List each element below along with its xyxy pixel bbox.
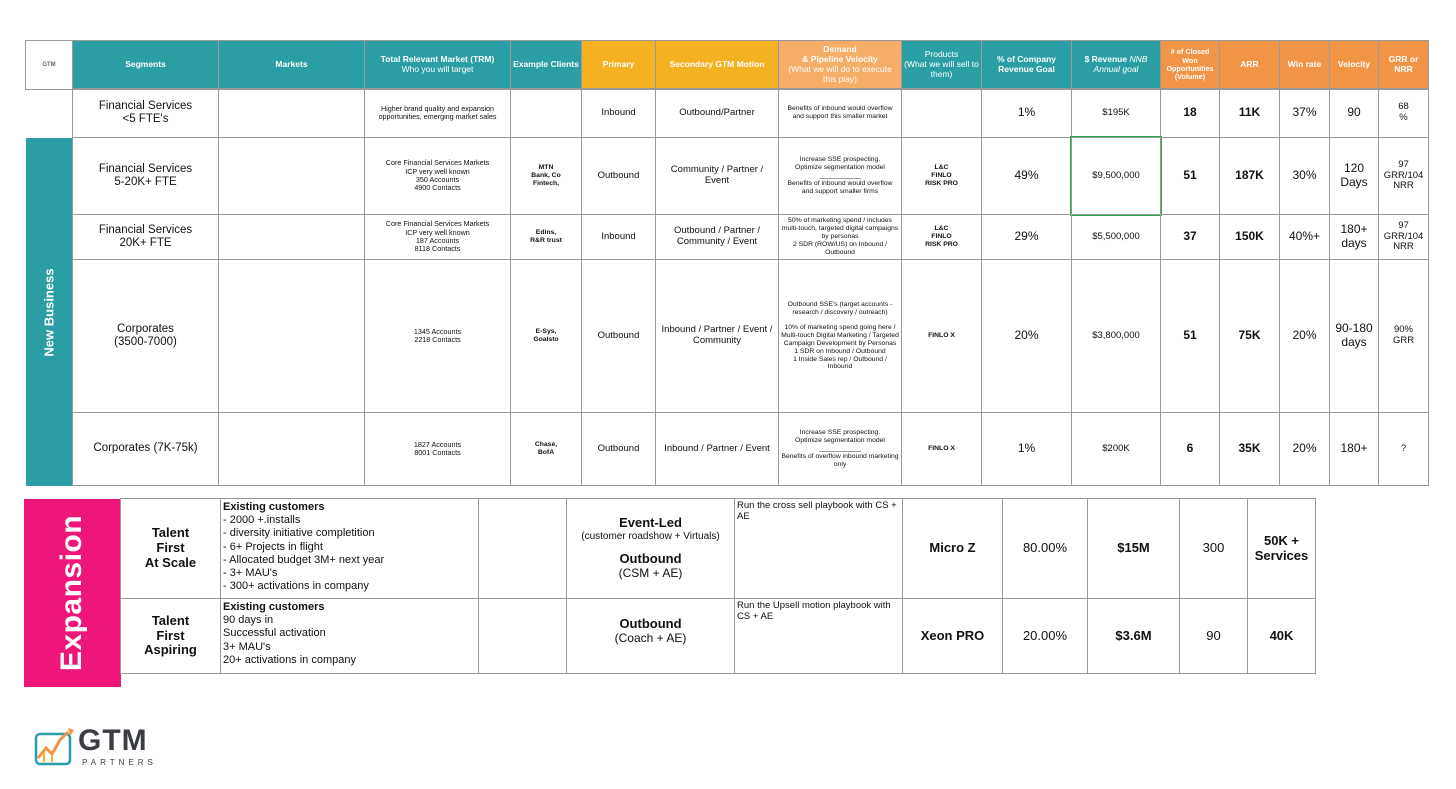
closed-won-cell: 37 [1160, 214, 1220, 260]
primary-cell: Outbound [581, 412, 656, 486]
pct-goal-cell: 1% [981, 88, 1072, 138]
growth-chart-icon [34, 724, 78, 768]
markets-cell [218, 412, 365, 486]
demand-cell: Increase SSE prospecting. Optimize segmentation model ___________ Benefits of inbound would overflow and support smaller firms [778, 137, 902, 215]
products-cell: L&C FINLO RISK PRO [901, 214, 982, 260]
motion-2: Outbound [619, 551, 682, 567]
header-demand [778, 40, 902, 90]
expansion-segment-cell: Talent First Aspiring [120, 598, 221, 674]
velocity-cell: 180+ days [1329, 214, 1379, 260]
header-win-rate: Win rate [1279, 40, 1330, 90]
expansion-label: Expansion [55, 514, 89, 672]
header-trm [364, 40, 511, 90]
arr-cell: 187K [1219, 137, 1280, 215]
velocity-cell: 90 [1329, 88, 1379, 138]
pct-goal-cell: 1% [981, 412, 1072, 486]
expansion-blank-cell [478, 598, 567, 674]
revenue-cell: $9,500,000 [1071, 137, 1161, 215]
win-rate-cell: 30% [1279, 137, 1330, 215]
markets-cell [218, 259, 365, 413]
demand-cell: Benefits of inbound would overflow and support this smaller market [778, 88, 902, 138]
criteria-list: 90 days in Successful activation 3+ MAU's 20+ activations in company [223, 614, 356, 666]
grr-cell: ? [1378, 412, 1429, 486]
grr-cell: 90% GRR [1378, 259, 1429, 413]
products-cell: FINLO X [901, 259, 982, 413]
markets-cell [218, 214, 365, 260]
trm-cell: 1345 Accounts 2218 Contacts [364, 259, 511, 413]
header-velocity: Velocity [1329, 40, 1379, 90]
expansion-pct-cell: 20.00% [1002, 598, 1088, 674]
header-logo-cell [25, 40, 73, 90]
motion-1-sub: (Coach + AE) [614, 630, 687, 645]
header-closed-won: # of Closed Won Opportunities (Volume) [1160, 40, 1220, 90]
velocity-cell: 180+ [1329, 412, 1379, 486]
grr-cell: 97 GRR/104 NRR [1378, 214, 1429, 260]
primary-cell: Outbound [581, 259, 656, 413]
expansion-revenue-cell: $3.6M [1087, 598, 1180, 674]
closed-won-cell: 51 [1160, 259, 1220, 413]
revenue-cell: $3,800,000 [1071, 259, 1161, 413]
grr-cell: 97 GRR/104 NRR [1378, 137, 1429, 215]
secondary-cell: Community / Partner / Event [655, 137, 779, 215]
expansion-motion-cell [566, 498, 735, 599]
expansion-pct-cell: 80.00% [1002, 498, 1088, 599]
header-revenue-suffix: NNB [1129, 54, 1148, 65]
pct-goal-cell: 49% [981, 137, 1072, 215]
pct-goal-cell: 20% [981, 259, 1072, 413]
header-demand-sub: (What we will do to execute this play) [788, 64, 892, 84]
expansion-criteria-cell [220, 498, 479, 599]
expansion-play-cell: Run the Upsell motion playbook with CS + AE [734, 598, 903, 674]
expansion-motion-cell [566, 598, 735, 674]
secondary-cell: Outbound / Partner / Community / Event [655, 214, 779, 260]
segment-cell: Financial Services <5 FTE's [72, 88, 219, 138]
secondary-cell: Outbound/Partner [655, 88, 779, 138]
header-trm-sub: Who you will target [401, 64, 474, 74]
revenue-cell: $200K [1071, 412, 1161, 486]
header-revenue-sub: Annual goal [1093, 64, 1139, 74]
products-cell: FINLO X [901, 412, 982, 486]
expansion-table [121, 499, 1316, 674]
demand-cell: 50% of marketing spend / includes multi-touch, targeted digital campaigns by personas 2 SDR (ROW/US) on Inbound / Outbound [778, 214, 902, 260]
win-rate-cell: 37% [1279, 88, 1330, 138]
primary-cell: Inbound [581, 88, 656, 138]
secondary-cell: Inbound / Partner / Event [655, 412, 779, 486]
header-pct-goal: % of Company Revenue Goal [981, 40, 1072, 90]
primary-cell: Inbound [581, 214, 656, 260]
win-rate-cell: 20% [1279, 412, 1330, 486]
markets-cell [218, 137, 365, 215]
arr-cell: 75K [1219, 259, 1280, 413]
expansion-segment-cell: Talent First At Scale [120, 498, 221, 599]
clients-cell: Edins, R&R trust [510, 214, 582, 260]
pct-goal-cell: 29% [981, 214, 1072, 260]
closed-won-cell: 18 [1160, 88, 1220, 138]
revenue-cell: $5,500,000 [1071, 214, 1161, 260]
motion-1: Outbound [619, 615, 682, 631]
segment-cell: Financial Services 20K+ FTE [72, 214, 219, 260]
header-trm-title: Total Relevant Market (TRM) [380, 54, 495, 65]
motion-2-sub: (CSM + AE) [618, 566, 683, 581]
header-example-clients: Example Clients [510, 40, 582, 90]
closed-won-cell: 51 [1160, 137, 1220, 215]
demand-cell: Increase SSE prospecting. Optimize segmentation model ___________ Benefits of overflow inbound marketing only [778, 412, 902, 486]
header-logo-text: GTM [42, 61, 56, 68]
velocity-cell: 120 Days [1329, 137, 1379, 215]
arr-cell: 150K [1219, 214, 1280, 260]
header-markets: Markets [218, 40, 365, 90]
clients-cell: MTN Bank, Co Fintech, [510, 137, 582, 215]
header-secondary: Secondary GTM Motion [655, 40, 779, 90]
motion-1: Event-Led [619, 514, 682, 530]
header-products: Products (What we will sell to them) [901, 40, 982, 90]
segment-cell: Financial Services 5-20K+ FTE [72, 137, 219, 215]
clients-cell: Chase, BofA [510, 412, 582, 486]
trm-cell: Higher brand quality and expansion opportunities, emerging market sales [364, 88, 511, 138]
win-rate-cell: 40%+ [1279, 214, 1330, 260]
criteria-list: - 2000 +.installs - diversity initiative completition - 6+ Projects in flight - Allocated budget 3M+ next year - 3+ MAU's - 300+ activations in company [223, 514, 385, 593]
expansion-blank-cell [478, 498, 567, 599]
trm-cell: Core Financial Services Markets ICP very well known 350 Accounts 4900 Contacts [364, 137, 511, 215]
segment-cell: Corporates (7K-75k) [72, 412, 219, 486]
new-business-label: New Business [42, 267, 57, 357]
expansion-revenue-cell: $15M [1087, 498, 1180, 599]
velocity-cell: 90-180 days [1329, 259, 1379, 413]
logo-sub: PARTNERS [82, 758, 157, 767]
motion-1-sub: (customer roadshow + Virtuals) [581, 530, 720, 542]
trm-cell: Core Financial Services Markets ICP very well known 187 Accounts 8118 Contacts [364, 214, 511, 260]
criteria-title: Existing customers [223, 501, 325, 513]
expansion-criteria-cell [220, 598, 479, 674]
header-primary: Primary [581, 40, 656, 90]
header-grr-nrr: GRR or NRR [1378, 40, 1429, 90]
expansion-arr-cell: 40K [1247, 598, 1316, 674]
expansion-play-cell: Run the cross sell playbook with CS + AE [734, 498, 903, 599]
clients-cell [510, 88, 582, 138]
expansion-won-cell: 90 [1179, 598, 1248, 674]
win-rate-cell: 20% [1279, 259, 1330, 413]
products-cell [901, 88, 982, 138]
expansion-won-cell: 300 [1179, 498, 1248, 599]
expansion-band [24, 499, 121, 687]
products-cell: L&C FINLO RISK PRO [901, 137, 982, 215]
header-arr: ARR [1219, 40, 1280, 90]
header-revenue-title: $ Revenue [1084, 54, 1128, 65]
grr-cell: 68 % [1378, 88, 1429, 138]
clients-cell: E-Sys, Goalsto [510, 259, 582, 413]
expansion-arr-cell: 50K + Services [1247, 498, 1316, 599]
new-business-rows [73, 89, 1429, 486]
primary-cell: Outbound [581, 137, 656, 215]
gtm-partners-logo [34, 722, 174, 770]
header-segments: Segments [72, 40, 219, 90]
revenue-cell: $195K [1071, 88, 1161, 138]
expansion-product-cell: Micro Z [902, 498, 1003, 599]
arr-cell: 11K [1219, 88, 1280, 138]
trm-cell: 1827 Accounts 8001 Contacts [364, 412, 511, 486]
demand-cell: Outbound SSE's (target accounts - research / discovery / outreach) 10% of marketing spend going here / Multi-touch Digital Marketing / Targeted Campaign Development by Personas 1 SDR on Inbound / Outbound 1 Inside Sales rep / Outbound / Inbound [778, 259, 902, 413]
header-revenue [1071, 40, 1161, 90]
criteria-title: Existing customers [223, 601, 325, 613]
arr-cell: 35K [1219, 412, 1280, 486]
closed-won-cell: 6 [1160, 412, 1220, 486]
logo-word: GTM [78, 724, 148, 757]
markets-cell [218, 88, 365, 138]
expansion-product-cell: Xeon PRO [902, 598, 1003, 674]
header-demand-title: Demand & Pipeline Velocity [802, 44, 878, 65]
segment-cell: Corporates (3500-7000) [72, 259, 219, 413]
secondary-cell: Inbound / Partner / Event / Community [655, 259, 779, 413]
